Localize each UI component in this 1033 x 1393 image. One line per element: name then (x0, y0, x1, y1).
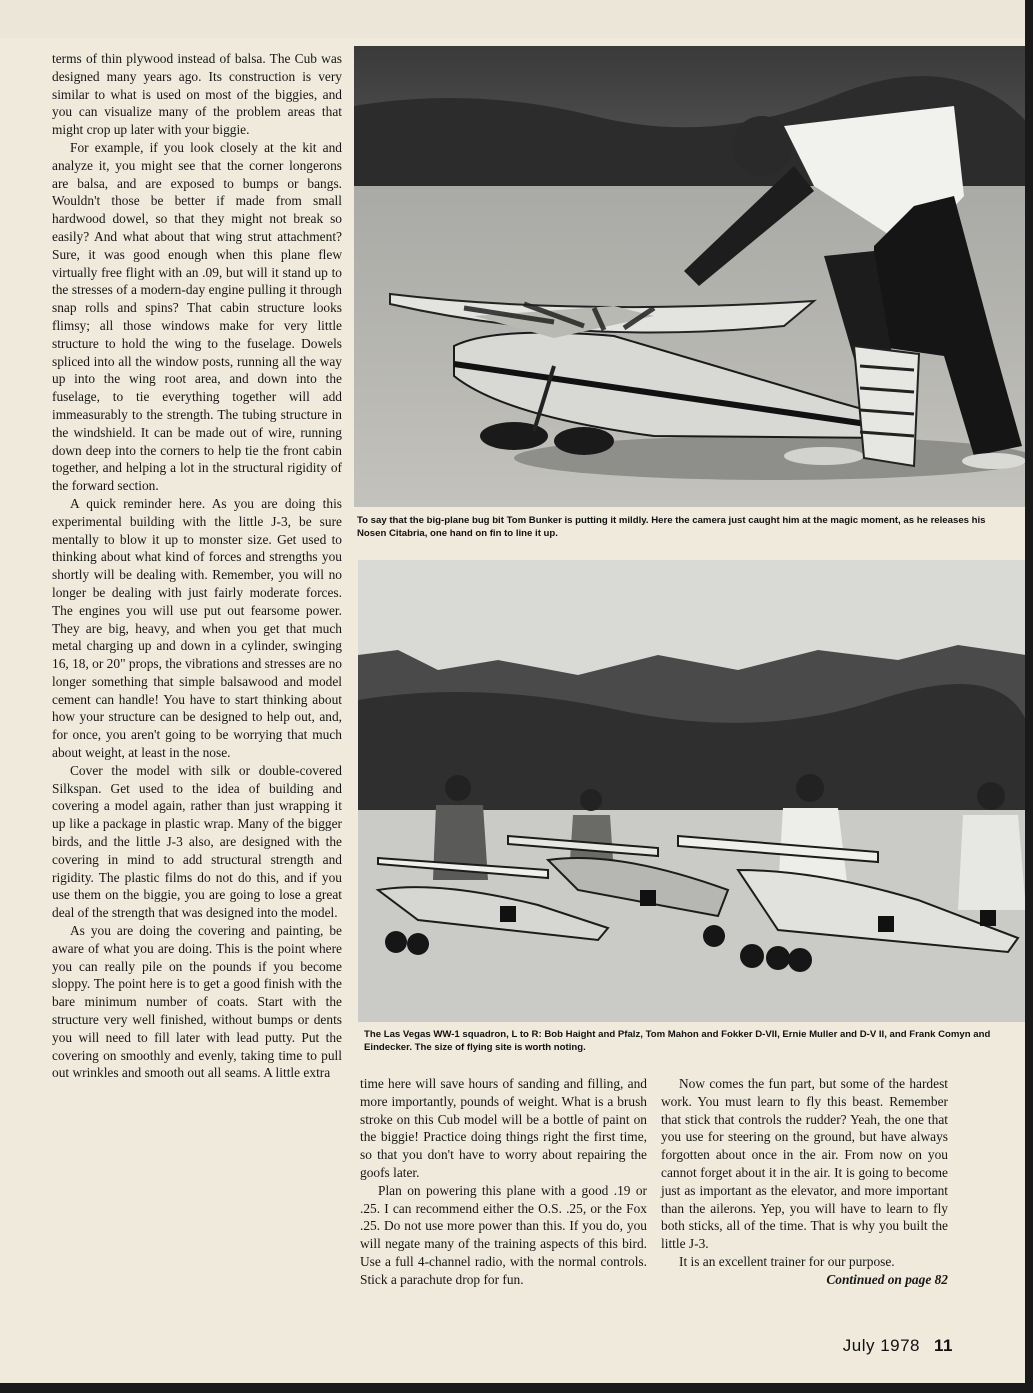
paragraph: For example, if you look closely at the kit and analyze it, you might see that the corner longerons are balsa, and are exposed to bumps or bangs. Wouldn't those be better if made from small hardwood dowel, so that they might not break so easily? And what about that wing strut attachment? Sure, it was good enough when this plane flew virtually free flight with an .09, but will it stand up to the stresses of a modern-day engine pulling it through snap rolls and spins? That cabin structure looks flimsy; all those windows make for very little structure to hold the wing to the fuselage. Dowels spliced into all the window posts, running all the way up into the wing root area, and down into the fuselage, to tie everything together will add immeasurably to the strength. The tubing structure in the windshield. It can be made out of wire, running down deep into the corners to help tie the front cabin together, and helping a lot in the structural rigidity of the forward section. (52, 139, 342, 494)
photo-illustration (358, 560, 1026, 1022)
text-column-3 (661, 1075, 948, 1289)
issue-date: July 1978 (842, 1336, 921, 1355)
photo-caption-1: To say that the big-plane bug bit Tom Bunker is putting it mildly. Here the camera just caught him at the magic moment, as he releases his Nosen Citabria, one hand on fin to line it up. (357, 515, 986, 539)
text-column-1 (52, 50, 342, 1082)
paragraph: Cover the model with silk or double-covered Silkspan. Get used to the idea of building and covering a model again, rather than just wrapping it up like a package in plastic wrap. Many of the bigger birds, and the little J-3 also, are designed with the covering in mind to add structural strength and rigidity. The plastic films do not do this, and if you use them on the biggie, you are going to lose a great deal of the strength that was designed into the model. (52, 762, 342, 921)
photo-tom-bunker-citabria (354, 46, 1026, 507)
paragraph: A quick reminder here. As you are doing this experimental building with the little J-3, be sure mentally to blow it up to monster size. Get used to thinking about what kind of forces and strengths you shortly will be dealing with. Remember, you will no longer be dealing with just fairly moderate forces. The engines you will use put out fearsome power. They are big, heavy, and when you get that much metal charging up and down in a cylinder, swinging 16, 18, or 20" props, the vibrations and stresses are no longer something that simple balsawood and model cement can handle! You have to start thinking about how your structure can be designed to help out, and, for once, you aren't going to be worrying that much about weight, at least in the nose. (52, 495, 342, 761)
continued-notice: Continued on page 82 (826, 1271, 948, 1287)
scan-edge-right (1025, 0, 1033, 1393)
photo-caption-2: The Las Vegas WW-1 squadron, L to R: Bob Haight and Pfalz, Tom Mahon and Fokker D-VII, Ernie Muller and D-V II, and Frank Comyn and Eindecker. The size of flying site is worth noting. (364, 1029, 991, 1053)
paragraph: As you are doing the covering and painting, be aware of what you are doing. This is the point where you can really pile on the pounds if you become sloppy. The point here is to get a good finish with the bare minimum number of coats. Start with the structure very well finished, without bumps or dents you will need to fill later with lead putty. Put the covering on smoothly and evenly, taking time to pull out wrinkles and smooth out all seams. A little extra (52, 923, 342, 1081)
paragraph: It is an excellent trainer for our purpose. (679, 1253, 895, 1269)
photo-illustration (354, 46, 1026, 507)
photo-ww1-squadron (358, 560, 1026, 1022)
paragraph: terms of thin plywood instead of balsa. The Cub was designed many years ago. Its construction is very similar to what is used on most of the biggies, and you can visualize many of the problem areas that might crop up later with your biggie. (52, 51, 342, 138)
paragraph: Now comes the fun part, but some of the hardest work. You must learn to fly this beast. Remember that stick that controls the rudder? Yeah, the one that you use for steering on the ground, but have always forgotten about once in the air. From now on you cannot forget about it in the air. It is going to become just as important as the elevator, and more important than the ailerons. Yep, you will have to learn to fly both sticks, all of the time. That is why you built the little J-3. (661, 1076, 948, 1252)
page-number: 11 (934, 1336, 953, 1355)
text-column-2 (360, 1075, 647, 1289)
page-footer (843, 1336, 953, 1356)
paragraph: Plan on powering this plane with a good .19 or .25. I can recommend either the O.S. .25, or the Fox .25. Do not use more power than this. If you do, you will negate many of the training aspects of this bird. Use a full 4-channel radio, with the normal controls. Stick a parachute drop for fun. (360, 1182, 647, 1287)
paragraph: time here will save hours of sanding and filling, and more importantly, pounds of weight. What is a brush stroke on this Cub model will be a bottle of paint on the biggie! Practice doing things right the first time, so that you don't have to worry about repairing the goofs later. (360, 1076, 647, 1180)
top-margin (0, 0, 1033, 38)
scan-edge-bottom (0, 1383, 1033, 1393)
